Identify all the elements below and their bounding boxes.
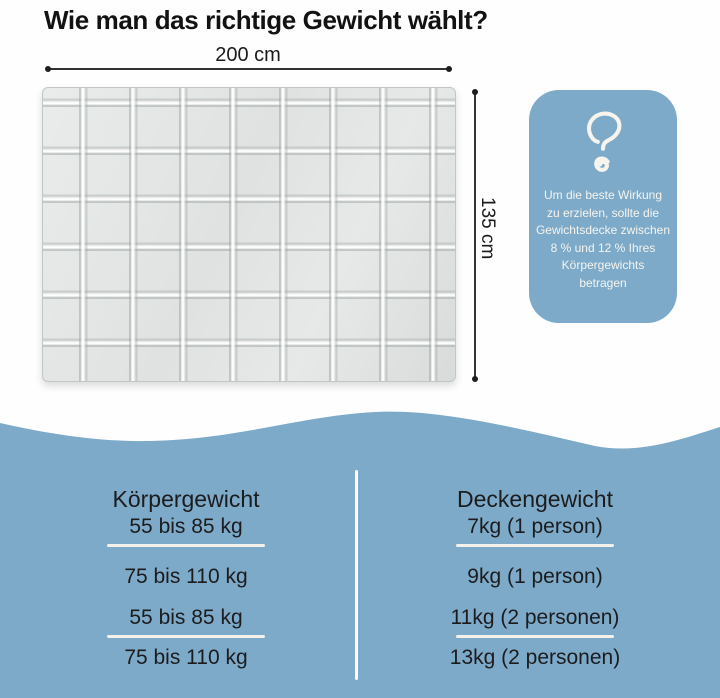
row-separator bbox=[107, 635, 265, 638]
info-text-line: Um die beste Wirkung bbox=[543, 188, 663, 202]
blanket-weight-value: 7kg (1 person) bbox=[467, 515, 603, 538]
measure-dot bbox=[45, 66, 51, 72]
blanket-weight-value: 13kg (2 personen) bbox=[449, 646, 621, 669]
body-weight-value: 55 bis 85 kg bbox=[129, 515, 243, 538]
info-text-line: Gewichtsdecke zwischen bbox=[535, 223, 671, 237]
row-separator bbox=[107, 544, 265, 547]
measure-dot bbox=[446, 66, 452, 72]
weight-recommendation-box bbox=[529, 90, 677, 323]
page-title: Wie man das richtige Gewicht wählt? bbox=[44, 5, 488, 35]
column-header-blanket-weight: Deckengewicht bbox=[457, 486, 613, 512]
width-measure-line bbox=[47, 68, 449, 70]
measure-dot bbox=[472, 376, 478, 382]
weighted-blanket-image bbox=[42, 87, 456, 382]
blanket-weight-value: 9kg (1 person) bbox=[467, 565, 603, 588]
column-header-body-weight: Körpergewicht bbox=[112, 486, 260, 512]
body-weight-value: 55 bis 85 kg bbox=[129, 606, 243, 629]
info-text-line: zu erzielen, sollte die bbox=[546, 205, 660, 220]
column-divider bbox=[355, 470, 358, 680]
row-separator bbox=[456, 544, 614, 547]
info-text-line: Körpergewichts bbox=[561, 258, 645, 272]
info-text-line: 8 % und 12 % Ihres bbox=[550, 240, 656, 255]
blanket-width-label: 200 cm bbox=[215, 44, 281, 66]
body-weight-value: 75 bis 110 kg bbox=[124, 646, 248, 669]
blanket-weight-value: 11kg (2 personen) bbox=[450, 606, 620, 629]
question-mark-icon bbox=[574, 103, 632, 183]
body-weight-value: 75 bis 110 kg bbox=[124, 565, 248, 588]
blanket-height-label: 135 cm bbox=[477, 197, 498, 260]
measure-dot bbox=[472, 89, 478, 95]
row-separator bbox=[456, 635, 614, 638]
info-text-line: betragen bbox=[579, 275, 627, 290]
wave-divider bbox=[0, 405, 720, 460]
